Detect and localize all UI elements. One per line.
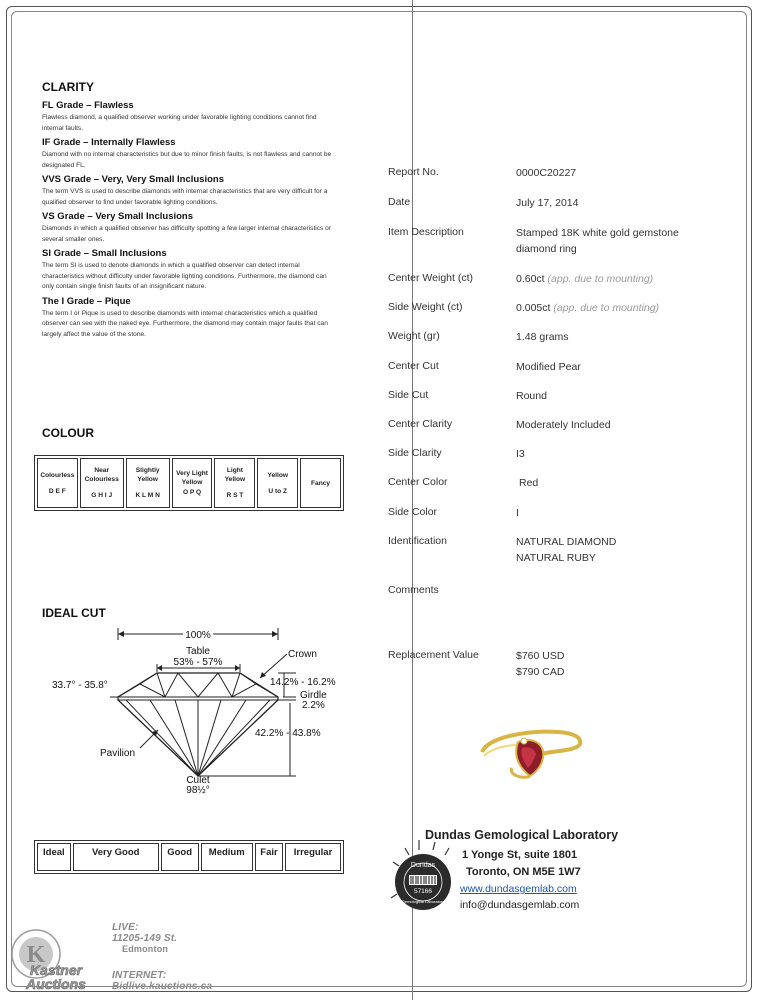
colour-cell bbox=[257, 458, 298, 508]
lab-website-link[interactable]: www.dundasgemlab.com bbox=[460, 883, 577, 895]
watermark-address: 11205-149 St. bbox=[112, 933, 178, 944]
seal-top-text: Dundas bbox=[410, 862, 436, 869]
grade-text: The term VVS is used to describe diamonds with internal characteristics that are very difficult for a qualified observer to find under favorable lighting conditions. bbox=[42, 188, 328, 206]
lab-address-line1: 1 Yonge St, suite 1801 bbox=[462, 849, 578, 861]
grade-text: The term I or Pique is used to describe diamonds with internal characteristics which a qualified observer can see with the naked eye. Furthermore, the diamond may contain major faults that can largely affect the value of the stone. bbox=[42, 309, 328, 338]
report-value bbox=[516, 534, 616, 566]
clarity-grade-if bbox=[42, 137, 332, 171]
culet-value: 98½° bbox=[186, 785, 210, 796]
crown-label: Crown bbox=[288, 649, 317, 660]
center-weight-value: 0.60ct bbox=[516, 273, 545, 285]
grade-text: Diamonds in which a qualified observer has difficulty spotting a few larger internal characteristics or several smaller ones. bbox=[42, 225, 332, 243]
report-label: Side Weight (ct) bbox=[388, 301, 463, 313]
crown-angle: 33.7° - 35.8° bbox=[52, 680, 108, 691]
report-value bbox=[516, 271, 653, 287]
cut-grade-cell: Medium bbox=[201, 843, 253, 871]
colour-heading: COLOUR bbox=[42, 426, 94, 440]
lab-email: info@dundasgemlab.com bbox=[460, 899, 580, 911]
pavilion-label: Pavilion bbox=[100, 748, 136, 759]
report-value: I bbox=[516, 507, 519, 519]
watermark-live-label: LIVE: bbox=[112, 922, 139, 933]
report-value: Moderately Included bbox=[516, 419, 611, 431]
colour-letters: G H I J bbox=[91, 492, 113, 499]
identification-line: NATURAL RUBY bbox=[516, 552, 596, 564]
grade-title: The I Grade – Pique bbox=[42, 295, 131, 307]
replacement-value-line: $790 CAD bbox=[516, 666, 565, 678]
grade-text: The term SI is used to denote diamonds in which a qualified observer can detect internal characteristics without difficulty under favorable lighting conditions. Furthermore, the diamond can only contain single finish faults of an insignificant nature. bbox=[42, 262, 327, 290]
colour-cell bbox=[172, 458, 213, 508]
clarity-grade-i bbox=[42, 296, 332, 341]
report-label: Identification bbox=[388, 535, 447, 547]
grade-text: Diamond with no internal characteristics but due to minor finish faults, is not flawless and cannot be designated FL. bbox=[42, 151, 332, 169]
report-label: Side Color bbox=[388, 506, 438, 518]
report-label: Center Color bbox=[388, 476, 448, 488]
grade-title: VVS Grade – Very, Very Small Inclusions bbox=[42, 174, 224, 185]
report-value: I3 bbox=[516, 448, 525, 460]
watermark-city: Edmonton bbox=[122, 944, 169, 954]
colour-letters: K L M N bbox=[135, 492, 160, 499]
lab-seal bbox=[387, 840, 467, 920]
item-description-line: Stamped 18K white gold gemstone bbox=[516, 227, 679, 239]
crown-height: 14.2% - 16.2% bbox=[270, 677, 336, 688]
colour-cell bbox=[126, 458, 170, 508]
report-value: 1.48 grams bbox=[516, 331, 569, 343]
report-value: July 17, 2014 bbox=[516, 197, 579, 209]
report-value: 0000C20227 bbox=[516, 167, 577, 179]
colour-scale-table bbox=[34, 455, 344, 511]
colour-letters: O P Q bbox=[182, 489, 202, 496]
clarity-grade-vvs bbox=[42, 174, 332, 208]
kastner-auctions-logo bbox=[6, 926, 106, 992]
colour-name: Slightly Yellow bbox=[135, 467, 160, 483]
colour-name: Very Light Yellow bbox=[176, 470, 209, 486]
identification-line: NATURAL DIAMOND bbox=[516, 536, 617, 548]
colour-name: Light Yellow bbox=[224, 467, 246, 483]
clarity-grades bbox=[42, 97, 332, 340]
lab-address-line2: Toronto, ON M5E 1W7 bbox=[466, 866, 581, 878]
report-label: Weight (gr) bbox=[388, 330, 440, 342]
colour-letters: D E F bbox=[48, 487, 66, 495]
report-value: Red bbox=[519, 477, 539, 489]
clarity-grade-si bbox=[42, 248, 332, 293]
side-weight-note: (app. due to mounting) bbox=[553, 302, 660, 314]
colour-letters: R S T bbox=[226, 492, 244, 499]
report-value bbox=[516, 300, 659, 316]
grade-title: IF Grade – Internally Flawless bbox=[42, 137, 176, 148]
table-range: 53% - 57% bbox=[173, 657, 223, 668]
report-label: Item Description bbox=[388, 226, 464, 238]
clarity-grade-fl bbox=[42, 100, 332, 134]
side-weight-value: 0.005ct bbox=[516, 302, 551, 314]
ring-photo bbox=[478, 712, 588, 792]
grade-title: SI Grade – Small Inclusions bbox=[42, 248, 167, 259]
cut-grade-cell: Very Good bbox=[73, 843, 159, 871]
culet-label: Culet bbox=[186, 775, 210, 786]
colour-name: Near Colourless bbox=[84, 467, 119, 483]
report-label: Report No. bbox=[388, 166, 439, 178]
watermark-internet-label: INTERNET: bbox=[112, 970, 167, 981]
clarity-heading: CLARITY bbox=[42, 80, 94, 94]
watermark-internet-url: Bidlive.kauctions.ca bbox=[112, 981, 213, 992]
ideal-cut-heading: IDEAL CUT bbox=[42, 606, 106, 620]
cut-grade-cell: Ideal bbox=[37, 843, 71, 871]
report-label: Replacement Value bbox=[388, 649, 479, 661]
colour-name: Yellow bbox=[267, 471, 288, 479]
report-label: Center Clarity bbox=[388, 418, 453, 430]
table-label: Table bbox=[186, 646, 210, 657]
report-label: Comments bbox=[388, 584, 439, 596]
colour-letters: U to Z bbox=[268, 487, 288, 495]
colour-name: Fancy bbox=[311, 479, 331, 487]
grade-text: Flawless diamond, a qualified observer working under favorable lighting conditions cannot find internal faults. bbox=[42, 114, 317, 132]
colour-cell bbox=[300, 458, 341, 508]
report-value: Round bbox=[516, 390, 547, 402]
report-label: Center Weight (ct) bbox=[388, 272, 473, 284]
logo-top-text: Kastner bbox=[29, 962, 83, 978]
report-label: Date bbox=[388, 196, 411, 208]
report-label: Side Cut bbox=[388, 389, 429, 401]
girdle-label: Girdle bbox=[300, 690, 327, 701]
svg-text:K: K bbox=[26, 942, 46, 968]
report-value bbox=[516, 225, 679, 257]
seal-number: 57166 bbox=[413, 888, 433, 895]
cut-grade-cell: Good bbox=[161, 843, 199, 871]
cut-grade-scale bbox=[34, 840, 344, 874]
colour-cell bbox=[214, 458, 255, 508]
girdle-value: 2.2% bbox=[302, 700, 325, 711]
item-description-line: diamond ring bbox=[516, 243, 577, 255]
colour-cell bbox=[37, 458, 78, 508]
report-label: Center Cut bbox=[388, 360, 439, 372]
grade-title: VS Grade – Very Small Inclusions bbox=[42, 211, 194, 222]
colour-name: Colourless bbox=[40, 471, 75, 479]
report-label: Side Clarity bbox=[388, 447, 442, 459]
seal-bottom-text: Gemological Laboratory bbox=[401, 899, 445, 904]
cut-grade-cell: Irregular bbox=[285, 843, 341, 871]
report-value: Modified Pear bbox=[516, 361, 581, 373]
total-width-label: 100% bbox=[185, 630, 211, 641]
report-value bbox=[516, 648, 564, 680]
pavilion-depth: 42.2% - 43.8% bbox=[255, 728, 321, 739]
center-weight-note: (app. due to mounting) bbox=[547, 273, 654, 285]
cut-grade-cell: Fair bbox=[255, 843, 283, 871]
replacement-value-line: $760 USD bbox=[516, 650, 565, 662]
lab-name: Dundas Gemological Laboratory bbox=[425, 828, 619, 842]
grade-title: FL Grade – Flawless bbox=[42, 100, 134, 111]
clarity-grade-vs bbox=[42, 211, 332, 245]
logo-bottom-text: Auctions bbox=[26, 976, 86, 992]
colour-cell bbox=[80, 458, 124, 508]
